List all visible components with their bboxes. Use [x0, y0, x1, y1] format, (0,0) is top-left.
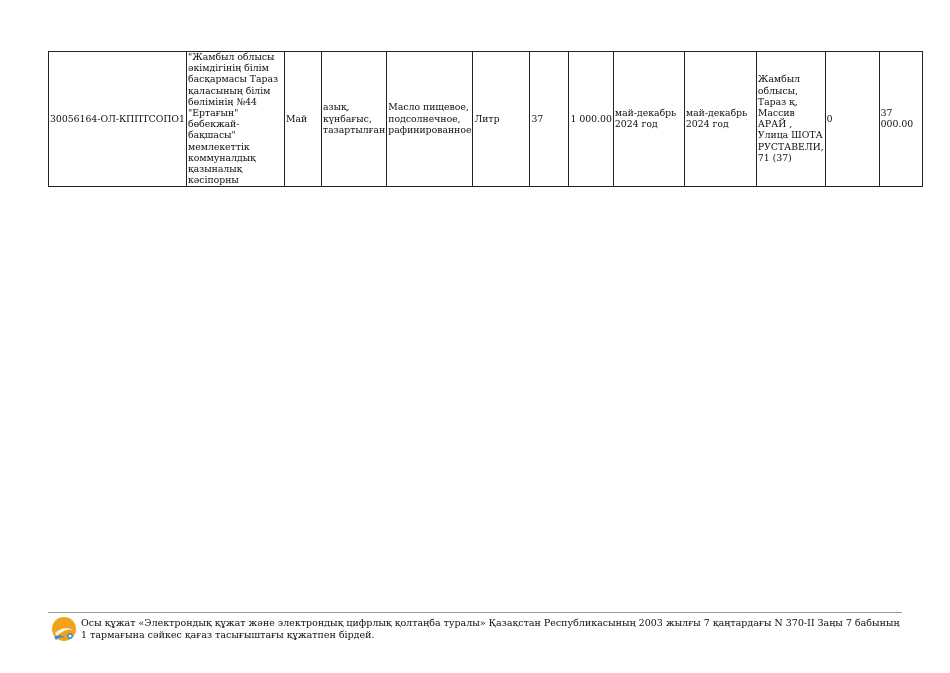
cell-unit: Литр [473, 52, 530, 187]
cell-price: 1 000.00 [569, 52, 613, 187]
cell-code: 30056164-ОЛ-КППТСОПО1 [49, 52, 187, 187]
cell-advance: 0 [825, 52, 879, 187]
cell-description-kz: азық, күнбағыс, тазартылған [321, 52, 386, 187]
cell-description-ru: Масло пищевое, подсолнечное, рафинированное [387, 52, 473, 187]
cell-period-2: май-декабрь 2024 год [684, 52, 756, 187]
footer-divider [48, 612, 902, 613]
cell-address: Жамбыл облысы, Тараз қ, Массив АРАЙ , Улица ШОТА РУСТАВЕЛИ, 71 (37) [756, 52, 825, 187]
cell-total: 37 000.00 [879, 52, 922, 187]
cell-period-1: май-декабрь 2024 год [613, 52, 684, 187]
cell-name-kz: Май [284, 52, 321, 187]
e-gov-logo-icon [51, 616, 77, 642]
legal-notice: Осы құжат «Электрондық құжат және электрондық цифрлық қолтаңба туралы» Қазақстан Республикасының 2003 жылғы 7 қаңтардағы N 370-II Заңы 7 бабының 1 тармағына сәйкес қағаз тасығыштағы құжатпен бірдей. [81, 618, 900, 641]
table-row [49, 52, 923, 187]
cell-customer: "Жамбыл облысы әкімдігінің білім басқармасы Тараз қаласының білім бөлімінің №44 "Ертағын" бөбекжай-бақшасы" мемлекеттік коммуналдық қазыналық кәсіпорны [186, 52, 284, 187]
cell-quantity: 37 [530, 52, 569, 187]
procurement-table [48, 51, 923, 187]
